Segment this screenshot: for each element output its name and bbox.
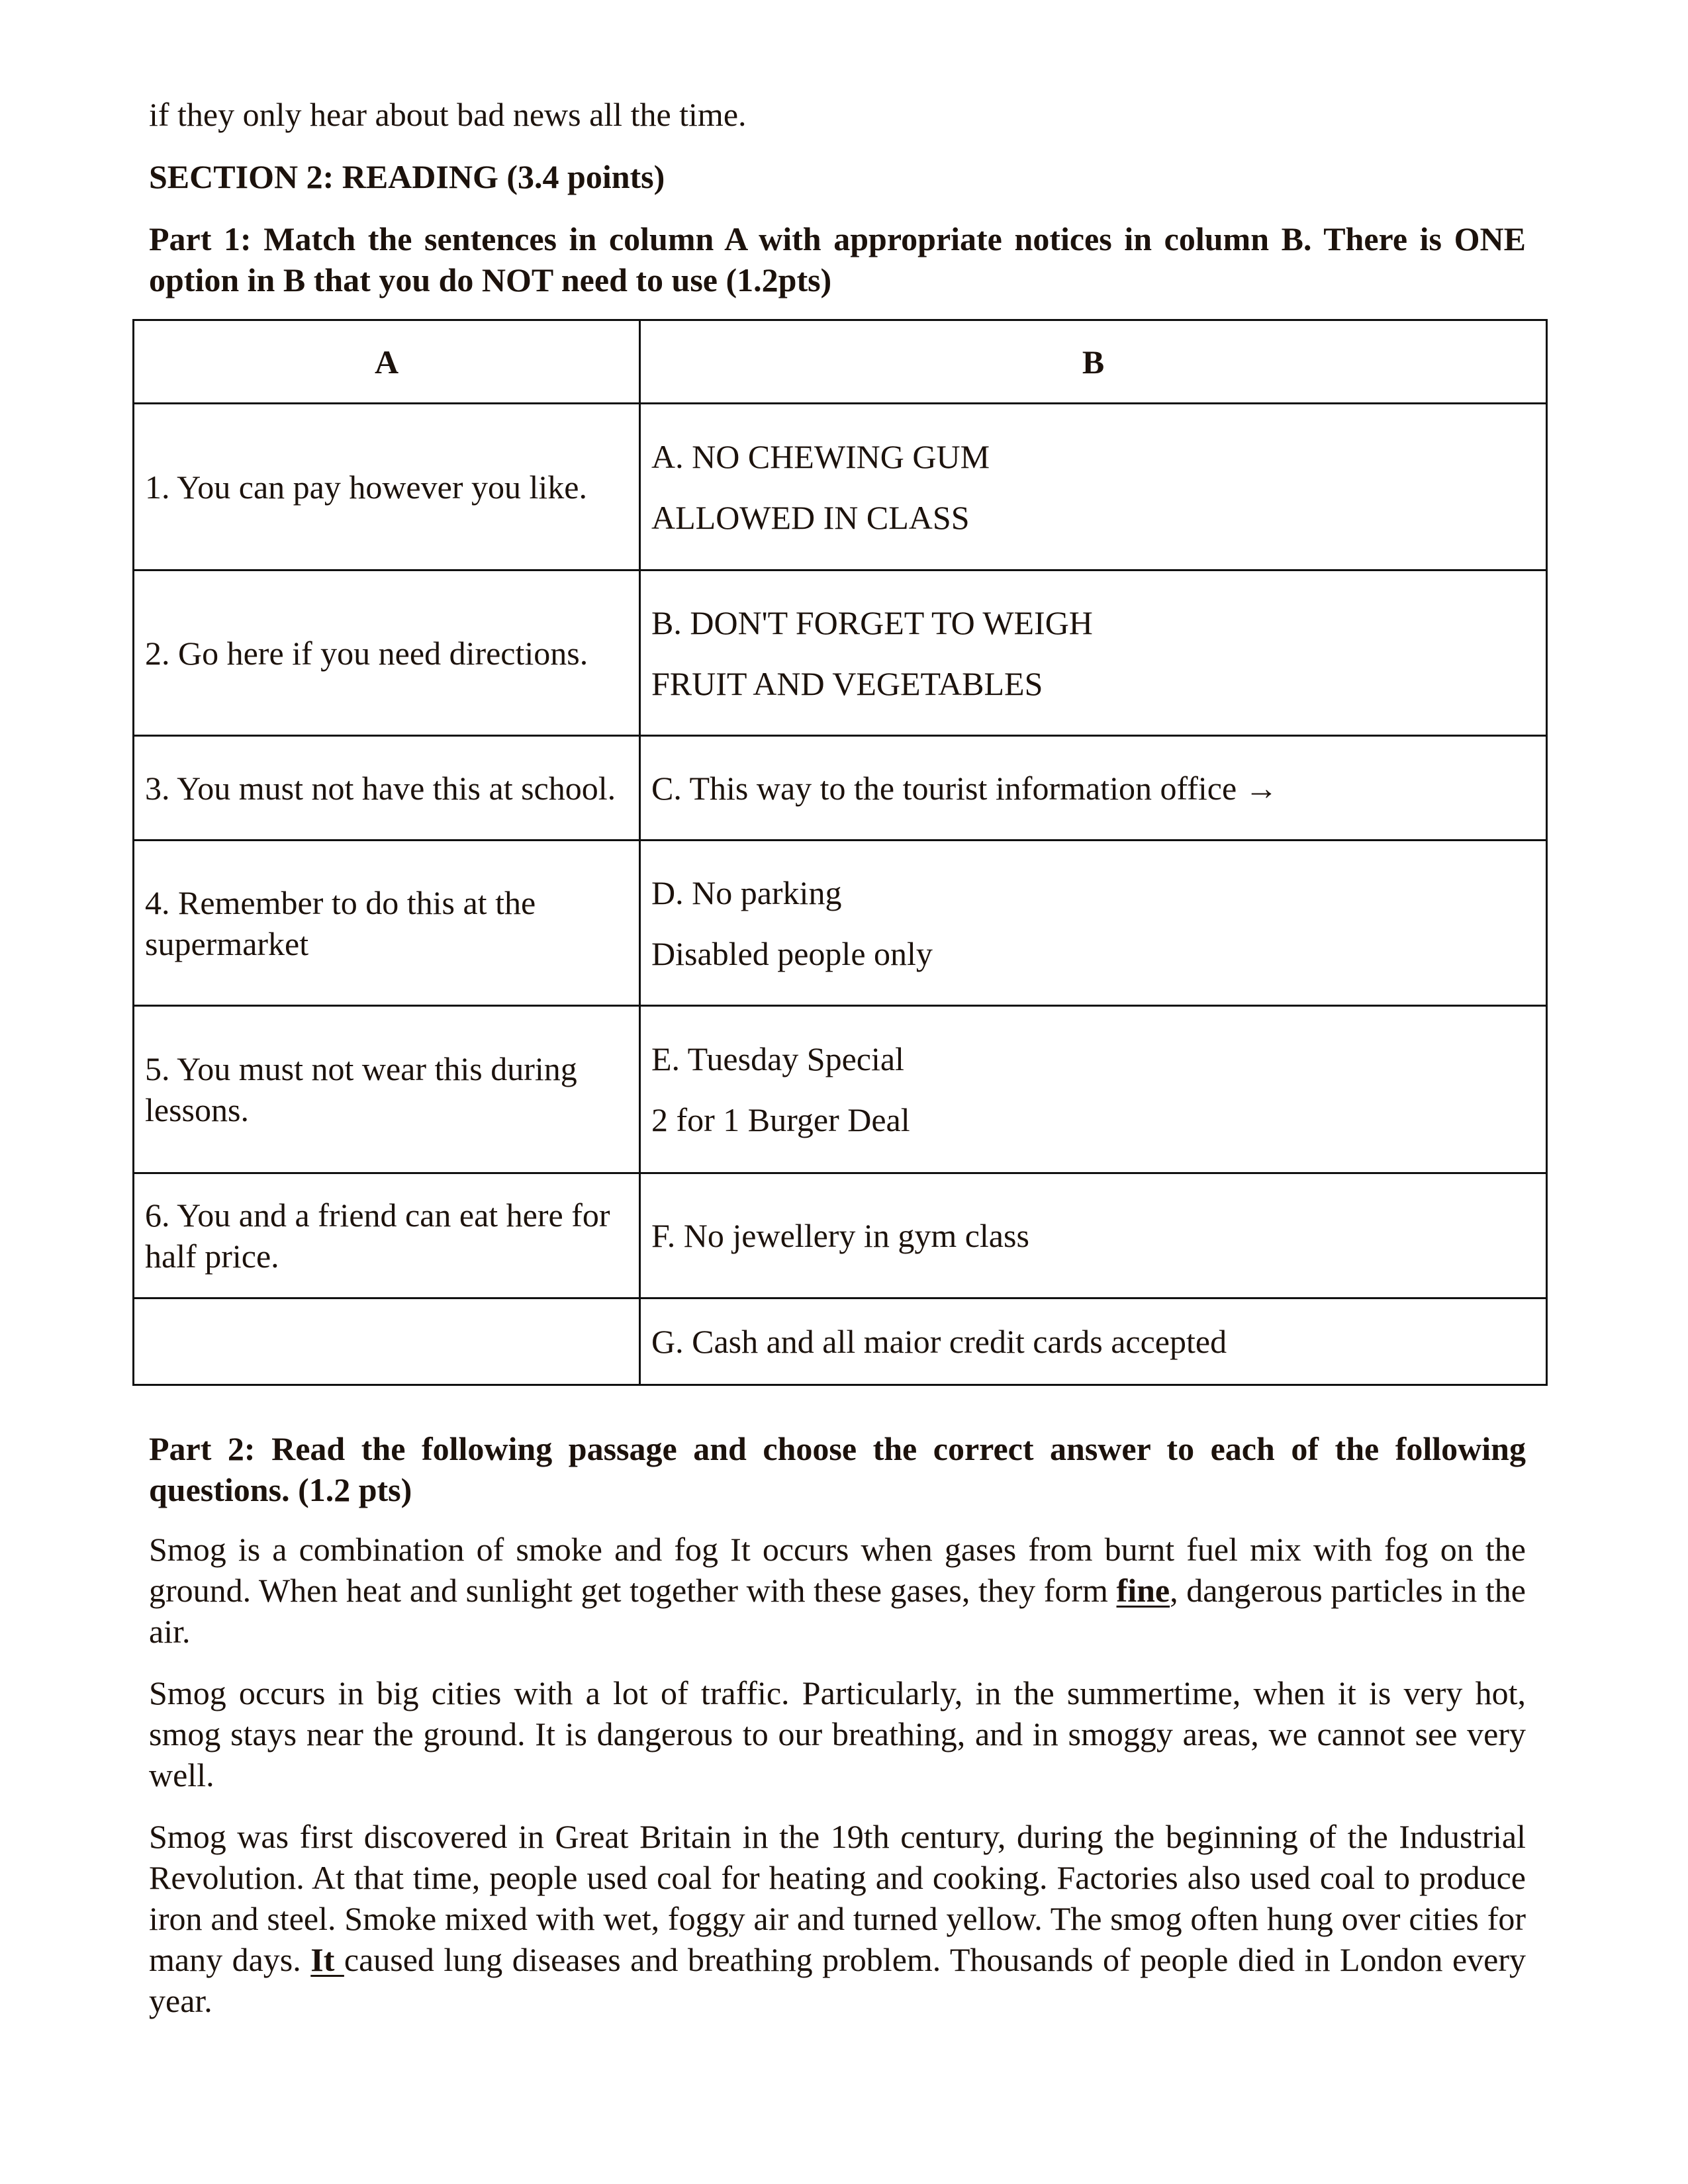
- passage-paragraph-2: Smog occurs in big cities with a lot of traffic. Particularly, in the summertime, when it is very hot, smog stays near the ground. It is dangerous to our breathing, and in smoggy areas, we cannot see very well.: [149, 1674, 1526, 1794]
- notice-line: Disabled people only: [651, 934, 933, 972]
- notice-line: FRUIT AND VEGETABLES: [651, 664, 1043, 702]
- notice-b: C. This way to the tourist information office →: [640, 736, 1547, 841]
- table-row: [134, 1298, 1547, 1385]
- notice-line: B. DON'T FORGET TO WEIGH: [651, 604, 1093, 641]
- matching-table: [132, 319, 1548, 1386]
- notice-line: A. NO CHEWING GUM: [651, 437, 990, 475]
- notice-b: [640, 570, 1547, 736]
- sentence-a: 1. You can pay however you like.: [134, 404, 640, 570]
- text: caused lung diseases and breathing problem. Thousands of people died in London every year.: [149, 1941, 1526, 2019]
- column-b-header: B: [640, 320, 1547, 404]
- intro-line: if they only hear about bad news all the time.: [149, 96, 747, 133]
- table-header-row: [134, 320, 1547, 404]
- passage-paragraph-1: [149, 1529, 1526, 1652]
- notice-b: F. No jewellery in gym class: [640, 1173, 1547, 1298]
- table-row: [134, 736, 1547, 841]
- passage-paragraph-3: [149, 1816, 1526, 2021]
- section-title: SECTION 2: READING (3.4 points): [149, 158, 665, 195]
- notice-b: [640, 841, 1547, 1006]
- table-row: [134, 570, 1547, 736]
- table-row: [134, 841, 1547, 1006]
- notice-line: D. No parking: [651, 874, 842, 911]
- keyword-it: It: [310, 1941, 344, 1978]
- part1-instruction: Part 1: Match the sentences in column A with appropriate notices in column B. There is ONE option in B that you do NOT need to use (1.2pts): [149, 220, 1526, 298]
- text: Smog is a combination of smoke and fog It occurs when gases from burnt fuel mix with fog on the ground. When heat and sunlight get together with these gases, they form: [149, 1531, 1526, 1609]
- notice-line: E. Tuesday Special: [651, 1040, 904, 1077]
- sentence-a: 3. You must not have this at school.: [134, 736, 640, 841]
- text: , dangerous particles in the air.: [149, 1572, 1526, 1650]
- notice-b: [640, 404, 1547, 570]
- table-row: [134, 1173, 1547, 1298]
- text: Smog was first discovered in Great Britain in the 19th century, during the beginning of the Industrial Revolution. At that time, people used coal for heating and cooking. Factories also used coal to produce iron and steel. Smoke mixed with wet, foggy air and turned yellow. The smog often hung over cities for many days.: [149, 1818, 1526, 1978]
- table-row: [134, 404, 1547, 570]
- sentence-a: 6. You and a friend can eat here for half price.: [134, 1173, 640, 1298]
- keyword-fine: fine: [1116, 1572, 1170, 1609]
- notice-line: 2 for 1 Burger Deal: [651, 1101, 910, 1138]
- part2-instruction: Part 2: Read the following passage and choose the correct answer to each of the following questions. (1.2 pts): [149, 1430, 1526, 1508]
- table-row: [134, 1006, 1547, 1173]
- notice-line: ALLOWED IN CLASS: [651, 498, 970, 536]
- notice-b: G. Cash and all maior credit cards accepted: [640, 1298, 1547, 1385]
- sentence-a: 4. Remember to do this at the supermarket: [134, 841, 640, 1006]
- sentence-a: 5. You must not wear this during lessons.: [134, 1006, 640, 1173]
- notice-b: [640, 1006, 1547, 1173]
- column-a-header: A: [134, 320, 640, 404]
- sentence-a: [134, 1298, 640, 1385]
- sentence-a: 2. Go here if you need directions.: [134, 570, 640, 736]
